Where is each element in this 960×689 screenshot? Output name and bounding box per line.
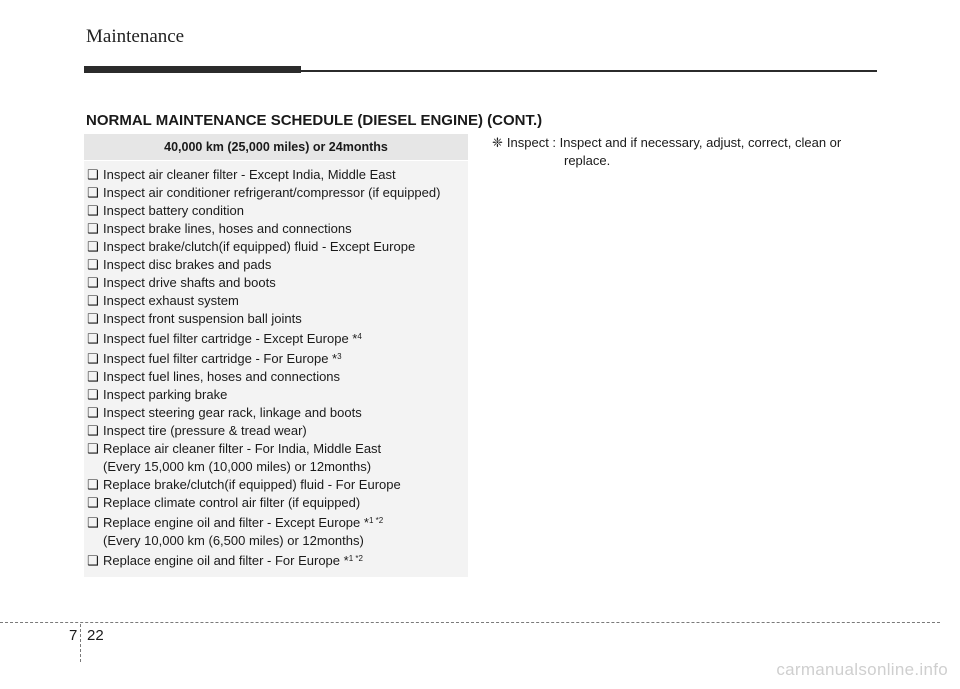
list-item-text: Inspect fuel filter cartridge - For Europe * xyxy=(103,351,338,366)
list-item-text: Inspect front suspension ball joints xyxy=(103,311,302,326)
list-item xyxy=(84,184,468,202)
list-item xyxy=(84,404,468,422)
table-items xyxy=(84,161,468,570)
chapter-number: 7 xyxy=(69,627,78,644)
header-rule-thin xyxy=(301,70,877,72)
legend-note xyxy=(492,134,892,170)
checkbox-square-icon: ❑ xyxy=(87,203,99,218)
checkbox-square-icon: ❑ xyxy=(87,185,99,200)
checkbox-square-icon: ❑ xyxy=(87,351,99,366)
table-header: 40,000 km (25,000 miles) or 24months xyxy=(84,134,468,161)
list-item xyxy=(84,476,468,494)
list-item-text: Inspect disc brakes and pads xyxy=(103,257,272,272)
checkbox-square-icon: ❑ xyxy=(87,405,99,420)
list-item-text: Replace brake/clutch(if equipped) fluid - For Europe xyxy=(103,477,401,492)
list-item xyxy=(84,274,468,292)
watermark: carmanualsonline.info xyxy=(776,660,948,679)
list-item-text: Inspect battery condition xyxy=(103,203,244,218)
list-item xyxy=(84,550,468,570)
page-number: 22 xyxy=(87,627,104,644)
list-item xyxy=(84,494,468,512)
list-item-text: Inspect air conditioner refrigerant/compressor (if equipped) xyxy=(103,185,441,200)
header-rule-thick xyxy=(84,66,301,73)
checkbox-square-icon: ❑ xyxy=(87,553,99,568)
list-item-text: Inspect fuel lines, hoses and connections xyxy=(103,369,341,384)
list-item-text: Inspect fuel filter cartridge - Except Europe * xyxy=(103,331,358,346)
checkbox-square-icon: ❑ xyxy=(87,311,99,326)
list-item-text: Replace climate control air filter (if equipped) xyxy=(103,495,361,510)
checkbox-square-icon: ❑ xyxy=(87,257,99,272)
checkbox-square-icon: ❑ xyxy=(87,167,99,182)
list-item-text: Inspect air cleaner filter - Except India, Middle East xyxy=(103,167,396,182)
list-item xyxy=(84,166,468,184)
legend-line-1 xyxy=(492,134,892,152)
list-item xyxy=(84,328,468,348)
checkbox-square-icon: ❑ xyxy=(87,275,99,290)
section-title: Maintenance xyxy=(86,26,185,47)
list-item-continuation: (Every 15,000 km (10,000 miles) or 12months) xyxy=(103,459,372,474)
checkbox-square-icon: ❑ xyxy=(87,495,99,510)
list-item-continuation: (Every 10,000 km (6,500 miles) or 12months) xyxy=(103,533,364,548)
list-item-text: Inspect brake lines, hoses and connections xyxy=(103,221,352,236)
list-item-text: Inspect brake/clutch(if equipped) fluid - Except Europe xyxy=(103,239,416,254)
list-item xyxy=(84,348,468,368)
checkbox-square-icon: ❑ xyxy=(87,387,99,402)
legend-line-2: replace. xyxy=(564,153,611,168)
list-item xyxy=(84,512,468,532)
checkbox-square-icon: ❑ xyxy=(87,515,99,530)
list-item-text: Replace engine oil and filter - Except Europe * xyxy=(103,515,369,530)
checkbox-square-icon: ❑ xyxy=(87,239,99,254)
checkbox-square-icon: ❑ xyxy=(87,331,99,346)
list-item xyxy=(84,238,468,256)
list-item xyxy=(84,202,468,220)
checkbox-square-icon: ❑ xyxy=(87,477,99,492)
list-item-text: Replace air cleaner filter - For India, Middle East xyxy=(103,441,382,456)
schedule-title: NORMAL MAINTENANCE SCHEDULE (DIESEL ENGINE) (CONT.) xyxy=(86,112,543,129)
checkbox-square-icon: ❑ xyxy=(87,221,99,236)
checkbox-square-icon: ❑ xyxy=(87,423,99,438)
list-item xyxy=(84,386,468,404)
list-item xyxy=(84,292,468,310)
legend-text-1: Inspect : Inspect and if necessary, adjust, correct, clean or xyxy=(506,135,842,150)
note-mark-icon: ❈ xyxy=(492,135,503,150)
list-item xyxy=(84,220,468,238)
list-item-text: Replace engine oil and filter - For Europe * xyxy=(103,553,349,568)
list-item xyxy=(84,310,468,328)
checkbox-square-icon: ❑ xyxy=(87,293,99,308)
footnote-marker: 1 *2 xyxy=(368,516,384,525)
list-item-text: Inspect drive shafts and boots xyxy=(103,275,276,290)
list-item xyxy=(84,422,468,440)
list-item xyxy=(84,256,468,274)
checkbox-square-icon: ❑ xyxy=(87,369,99,384)
list-item-text: Inspect steering gear rack, linkage and boots xyxy=(103,405,362,420)
list-item xyxy=(84,440,468,458)
list-item-text: Inspect parking brake xyxy=(103,387,228,402)
checkbox-square-icon: ❑ xyxy=(87,441,99,456)
list-item-text: Inspect exhaust system xyxy=(103,293,239,308)
maintenance-table xyxy=(84,134,468,577)
footer-dashed-rule xyxy=(0,622,940,623)
list-item xyxy=(84,368,468,386)
list-item-text: Inspect tire (pressure & tread wear) xyxy=(103,423,307,438)
footnote-marker: 3 xyxy=(337,352,342,361)
footer-dashed-divider xyxy=(80,624,81,662)
footnote-marker: 4 xyxy=(357,332,362,341)
footnote-marker: 1 *2 xyxy=(348,554,363,563)
